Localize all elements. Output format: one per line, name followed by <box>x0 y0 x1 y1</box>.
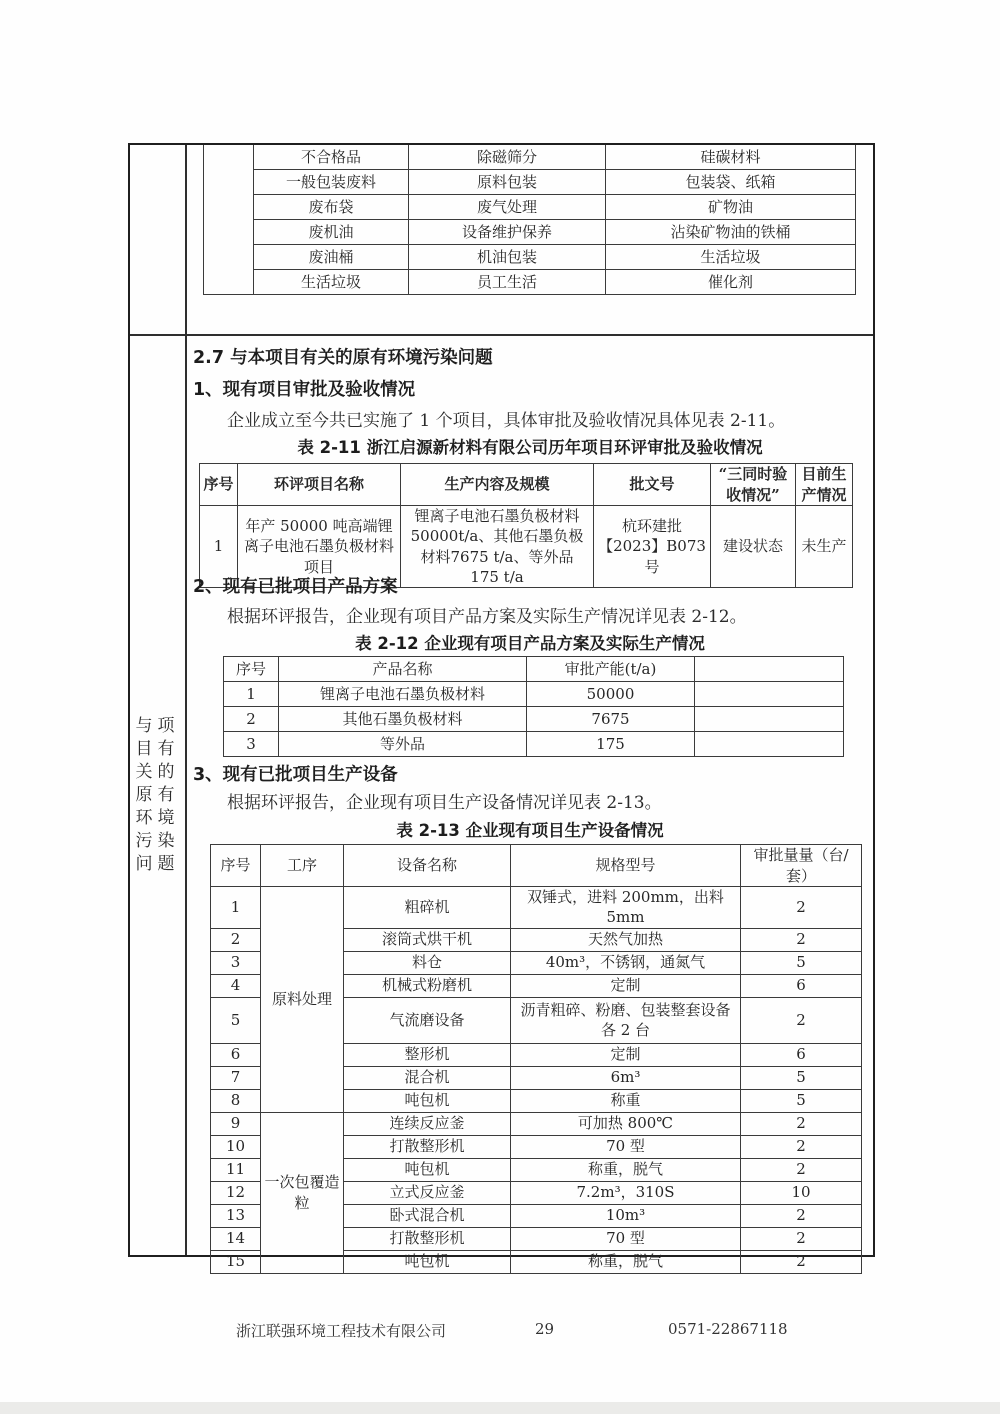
table-cell: 7675 <box>527 707 695 732</box>
table-cell: 15 <box>211 1250 261 1273</box>
table-cell: 除磁筛分 <box>409 145 606 170</box>
page-footer <box>0 1320 1000 1342</box>
table-cell: 5 <box>741 1066 862 1089</box>
table-header-row <box>224 657 844 682</box>
table-cell: 7.2m³，310S <box>511 1181 741 1204</box>
table-header-cell <box>695 657 844 682</box>
table-cell-empty <box>204 145 254 295</box>
table-cell: 沥青粗碎、粉磨、包装整套设备各 2 台 <box>511 997 741 1043</box>
outer-row-top <box>130 145 873 336</box>
table-cell: 连续反应釜 <box>344 1112 511 1135</box>
table-header-cell: 生产内容及规模 <box>401 464 594 506</box>
table-cell: 2 <box>224 707 279 732</box>
table-cell: 沾染矿物油的铁桶 <box>606 220 856 245</box>
table-cell: 10 <box>741 1181 862 1204</box>
table-cell: 等外品 <box>279 732 527 757</box>
table-cell: 12 <box>211 1181 261 1204</box>
table-cell: 10m³ <box>511 1204 741 1227</box>
table-cell: 7 <box>211 1066 261 1089</box>
table-cell: 未生产 <box>796 506 853 588</box>
scan-edge-shadow <box>0 1402 1000 1414</box>
table-cell: 不合格品 <box>254 145 409 170</box>
table-cell: 生活垃圾 <box>606 245 856 270</box>
table-cell: 整形机 <box>344 1043 511 1066</box>
table-cell: 2 <box>741 1204 862 1227</box>
table-header-cell: 设备名称 <box>344 845 511 887</box>
table-header-cell: 产品名称 <box>279 657 527 682</box>
table-cell: 70 型 <box>511 1135 741 1158</box>
table-cell: 吨包机 <box>344 1089 511 1112</box>
table-cell: 2 <box>211 928 261 951</box>
table-cell: 2 <box>741 997 862 1043</box>
table-cell: 9 <box>211 1112 261 1135</box>
table-cell: 2 <box>741 887 862 929</box>
table-caption-2-11: 表 2-11 浙江启源新材料有限公司历年项目环评审批及验收情况 <box>297 438 763 457</box>
table-row <box>204 195 856 220</box>
sidebar-cell-empty <box>130 145 187 334</box>
table-cell: 5 <box>211 997 261 1043</box>
table-cell: 175 <box>527 732 695 757</box>
table-row <box>204 145 856 170</box>
table-header-cell: 目前生产情况 <box>796 464 853 506</box>
table-cell: 机油包装 <box>409 245 606 270</box>
table-cell: 包装袋、纸箱 <box>606 170 856 195</box>
paragraph: 根据环评报告，企业现有项目生产设备情况详见表 2-13。 <box>227 793 662 813</box>
table-cell: 废布袋 <box>254 195 409 220</box>
table-caption-2-12: 表 2-12 企业现有项目产品方案及实际生产情况 <box>355 634 705 653</box>
table-cell: 天然气加热 <box>511 928 741 951</box>
table-cell: 一般包装废料 <box>254 170 409 195</box>
table-header-cell: 审批量量（台/套） <box>741 845 862 887</box>
table-row <box>204 220 856 245</box>
footer-company: 浙江联强环境工程技术有限公司 <box>236 1322 447 1340</box>
table-cell: 打散整形机 <box>344 1227 511 1250</box>
table-cell: 气流磨设备 <box>344 997 511 1043</box>
section-heading-2-7: 2.7 与本项目有关的原有环境污染问题 <box>193 348 493 368</box>
table-cell: 1 <box>224 682 279 707</box>
table-cell: 5 <box>741 1089 862 1112</box>
table-cell: 10 <box>211 1135 261 1158</box>
sidebar-label: 与项目有关的原有环境污染问题 <box>135 716 180 874</box>
table-cell: 废机油 <box>254 220 409 245</box>
table-cell: 40m³，不锈钢，通氮气 <box>511 951 741 974</box>
equipment-table-2-13 <box>210 844 862 1274</box>
table-cell: 2 <box>741 1250 862 1273</box>
table-header-cell: 审批产能(t/a) <box>527 657 695 682</box>
outer-row-main <box>130 336 873 1271</box>
table-cell: 吨包机 <box>344 1158 511 1181</box>
table-cell: 锂离子电池石墨负极材料50000t/a、其他石墨负极材料7675 t/a、等外品 175 t/a <box>401 506 594 588</box>
process-cell: 一次包覆造粒 <box>261 1112 344 1273</box>
table-cell: 1 <box>211 887 261 929</box>
main-content-cell <box>187 336 873 1271</box>
table-cell: 原料包装 <box>409 170 606 195</box>
table-row <box>224 707 844 732</box>
subsection-heading-3: 3、现有已批项目生产设备 <box>193 765 398 785</box>
table-header-cell: “三同时验收情况” <box>711 464 796 506</box>
table-cell: 5 <box>741 951 862 974</box>
table-cell: 14 <box>211 1227 261 1250</box>
paragraph: 根据环评报告，企业现有项目产品方案及实际生产情况详见表 2-12。 <box>227 607 747 627</box>
table-cell-empty <box>695 732 844 757</box>
table-cell: 废气处理 <box>409 195 606 220</box>
footer-page-number: 29 <box>535 1320 555 1338</box>
table-cell: 1 <box>200 506 238 588</box>
table-header-cell: 序号 <box>211 845 261 887</box>
table-cell: 称重 <box>511 1089 741 1112</box>
table-cell: 混合机 <box>344 1066 511 1089</box>
table-cell: 70 型 <box>511 1227 741 1250</box>
table-cell: 催化剂 <box>606 270 856 295</box>
table-cell: 料仓 <box>344 951 511 974</box>
table-row <box>204 170 856 195</box>
table-header-cell: 序号 <box>200 464 238 506</box>
table-cell: 6 <box>741 1043 862 1066</box>
footer-phone: 0571-22867118 <box>668 1320 788 1338</box>
table-cell: 滚筒式烘干机 <box>344 928 511 951</box>
table-cell: 2 <box>741 1227 862 1250</box>
approval-table-2-11 <box>199 463 853 588</box>
table-cell: 杭环建批【2023】B073 号 <box>594 506 711 588</box>
table-cell: 机械式粉磨机 <box>344 974 511 997</box>
table-cell: 称重，脱气 <box>511 1158 741 1181</box>
table-cell: 硅碳材料 <box>606 145 856 170</box>
table-cell: 4 <box>211 974 261 997</box>
subsection-heading-2: 2、现有已批项目产品方案 <box>193 577 398 597</box>
table-cell: 废油桶 <box>254 245 409 270</box>
sidebar-cell <box>130 336 187 1255</box>
table-cell: 可加热 800℃ <box>511 1112 741 1135</box>
table-cell: 矿物油 <box>606 195 856 220</box>
table-cell: 2 <box>741 1135 862 1158</box>
table-cell: 11 <box>211 1158 261 1181</box>
product-table-2-12 <box>223 656 844 757</box>
table-row <box>224 682 844 707</box>
table-cell: 打散整形机 <box>344 1135 511 1158</box>
table-cell: 6 <box>741 974 862 997</box>
table-cell: 卧式混合机 <box>344 1204 511 1227</box>
table-cell: 立式反应釜 <box>344 1181 511 1204</box>
table-cell: 3 <box>224 732 279 757</box>
outer-table-frame <box>128 143 875 1271</box>
table-cell: 员工生活 <box>409 270 606 295</box>
table-cell: 吨包机 <box>344 1250 511 1273</box>
table-row <box>204 270 856 295</box>
table-cell: 锂离子电池石墨负极材料 <box>279 682 527 707</box>
subsection-heading-1: 1、现有项目审批及验收情况 <box>193 380 416 400</box>
table-row <box>211 1112 862 1135</box>
top-content-cell <box>187 145 873 334</box>
table-cell: 2 <box>741 1158 862 1181</box>
table-header-row <box>200 464 853 506</box>
table-cell-empty <box>695 682 844 707</box>
table-cell: 其他石墨负极材料 <box>279 707 527 732</box>
table-row <box>224 732 844 757</box>
process-cell: 原料处理 <box>261 887 344 1113</box>
table-cell: 定制 <box>511 1043 741 1066</box>
table-cell: 定制 <box>511 974 741 997</box>
table-cell: 2 <box>741 928 862 951</box>
table-cell: 建设状态 <box>711 506 796 588</box>
table-cell: 粗碎机 <box>344 887 511 929</box>
table-cell: 13 <box>211 1204 261 1227</box>
waste-source-table <box>203 145 856 295</box>
table-header-row <box>211 845 862 887</box>
table-cell: 设备维护保养 <box>409 220 606 245</box>
table-cell: 50000 <box>527 682 695 707</box>
table-header-cell: 工序 <box>261 845 344 887</box>
table-cell: 2 <box>741 1112 862 1135</box>
table-header-cell: 环评项目名称 <box>238 464 401 506</box>
table-cell: 6 <box>211 1043 261 1066</box>
table-header-cell: 序号 <box>224 657 279 682</box>
table-cell: 生活垃圾 <box>254 270 409 295</box>
table-cell: 6m³ <box>511 1066 741 1089</box>
table-cell: 8 <box>211 1089 261 1112</box>
table-header-cell: 批文号 <box>594 464 711 506</box>
table-cell: 3 <box>211 951 261 974</box>
table-cell-empty <box>695 707 844 732</box>
table-row <box>204 245 856 270</box>
table-caption-2-13: 表 2-13 企业现有项目生产设备情况 <box>396 821 664 840</box>
table-row <box>211 887 862 929</box>
table-cell: 称重，脱气 <box>511 1250 741 1273</box>
table-header-cell: 规格型号 <box>511 845 741 887</box>
table-cell: 年产 50000 吨高端锂离子电池石墨负极材料项目 <box>238 506 401 588</box>
paragraph: 企业成立至今共已实施了 1 个项目，具体审批及验收情况具体见表 2-11。 <box>227 411 786 431</box>
table-cell: 双锤式，进料 200mm，出料 5mm <box>511 887 741 929</box>
